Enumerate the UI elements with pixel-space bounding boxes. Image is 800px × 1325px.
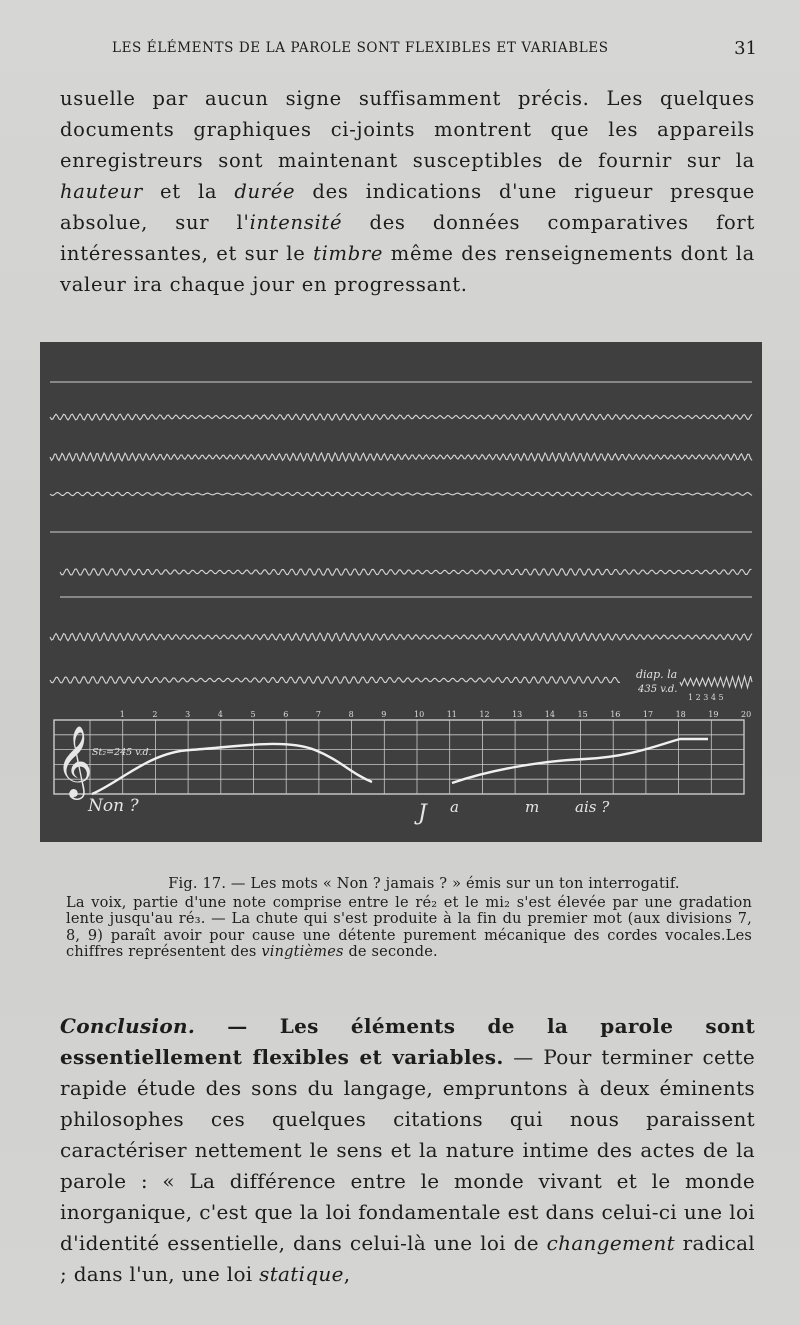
grid-division-number: 19 [708, 710, 719, 719]
diapason-label: diap. la [636, 668, 678, 681]
italic-term-statique: statique [259, 1262, 344, 1286]
running-head [112, 38, 757, 60]
text-run: et la [142, 180, 235, 203]
running-title: LES ÉLÉMENTS DE LA PAROLE SONT FLEXIBLES ET VARIABLES [112, 40, 609, 56]
text-run: , [343, 1262, 351, 1286]
grid-division-number: 6 [283, 710, 289, 719]
grid-division-number: 11 [446, 710, 457, 719]
text-run: de seconde. [343, 944, 438, 960]
grid-division-number: 2 [152, 710, 158, 719]
staff-note-label: St₂=245 v.d. [92, 747, 152, 758]
word-jamais-a: a [450, 798, 459, 816]
figure-17-voice-recording [40, 342, 762, 842]
grid-division-number: 14 [544, 710, 555, 719]
italic-term-vingtiemes: vingtièmes [261, 944, 344, 960]
grid-division-number: 10 [414, 710, 425, 719]
grid-division-number: 13 [512, 710, 523, 719]
italic-term-duree: durée [234, 180, 296, 203]
grid-division-number: 9 [381, 710, 387, 719]
conclusion-heading: Conclusion. [60, 1014, 196, 1038]
grid-division-number: 15 [577, 710, 588, 719]
grid-division-number: 7 [315, 710, 321, 719]
word-jamais-ais: ais ? [575, 798, 610, 816]
recording-plate [40, 342, 762, 842]
intro-paragraph [60, 83, 755, 300]
text-run: usuelle par aucun signe suffisamment précis. Les quelques documents graphiques ci-joints montrent que les appareils enregistreurs sont maintenant susceptibles de fournir sur la [60, 87, 755, 172]
text-run: même des renseignements dont la valeur ira chaque jour en progressant. [60, 242, 755, 296]
grid-division-number: 17 [642, 710, 654, 719]
conclusion-bold-text: — Les éléments de la parole sont essentiellement flexibles et variables. [60, 1014, 755, 1069]
grid-division-number: 8 [348, 710, 354, 719]
diapason-digits: 1 2 3 4 5 [688, 693, 724, 702]
conclusion-paragraph [60, 1011, 755, 1290]
grid-division-number: 3 [185, 710, 191, 719]
text-run: radical ; dans l'un, une loi [60, 1231, 755, 1286]
grid-division-number: 20 [741, 710, 752, 719]
grid-division-number: 12 [479, 710, 490, 719]
diapason-frequency: 435 v.d. [638, 684, 678, 695]
italic-term-changement: changement [546, 1231, 675, 1255]
figure-caption [66, 876, 752, 961]
italic-term-hauteur: hauteur [60, 180, 143, 203]
caption-body [66, 895, 752, 961]
grid-division-number: 1 [119, 710, 125, 719]
text-run: des indications d'une rigueur presque absolue, sur l' [60, 180, 755, 234]
text-run: La voix, partie d'une note comprise entre le ré₂ et le mi₂ s'est élevée par une gradation lente jusqu'au ré₃. — La chute qui s'est produite à la fin du premier mot (aux divisions 7, 8, 9) paraît avoir pour cause une détente purement mécanique des cordes vocales.Les chiffres représentent des [66, 894, 752, 960]
word-non: Non ? [88, 796, 139, 816]
caption-heading: Fig. 17. — Les mots « Non ? jamais ? » émis sur un ton interrogatif. [168, 876, 680, 892]
word-jamais-j: J [418, 801, 427, 826]
grid-division-number: 4 [217, 710, 223, 719]
grid-division-number: 18 [675, 710, 686, 719]
word-jamais-m: m [525, 798, 540, 816]
text-run: des données comparatives fort intéressantes, et sur le [60, 211, 755, 265]
italic-term-timbre: timbre [313, 242, 384, 265]
treble-clef-icon: 𝄞 [56, 724, 93, 797]
grid-division-number: 16 [610, 710, 621, 719]
text-run: — Pour terminer cette rapide étude des sons du langage, empruntons à deux éminents philosophes ces quelques citations qui nous paraissent caractériser nettement le sens et la nature intime des actes de la parole : « La différence entre le monde vivant et le monde inorganique, c'est que la loi fondamentale est dans celui-ci une loi d'identité essentielle, dans celui-là une loi de [60, 1045, 755, 1255]
italic-term-intensite: intensité [249, 211, 343, 234]
grid-division-number: 5 [250, 710, 256, 719]
page-number: 31 [734, 38, 757, 59]
